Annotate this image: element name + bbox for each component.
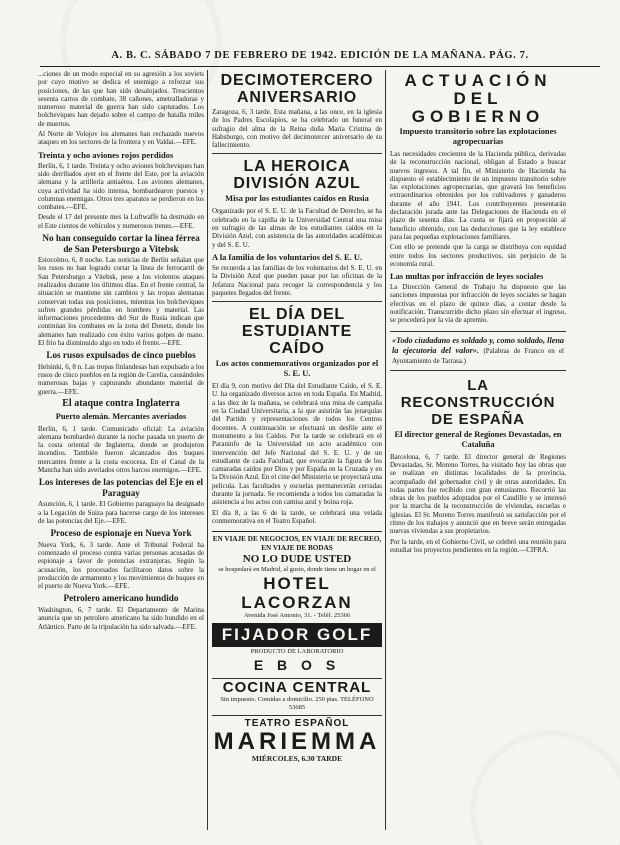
headline: Treinta y ocho aviones rojos perdidos	[38, 149, 174, 160]
column-2	[212, 70, 382, 830]
article-text: Las necesidades crecientes de la Hacienda pública, derivadas de la reconstrucción nacional, obligan al Estado a buscar nuevos ingresos. A tal fin, el Ministerio de Hacienda ha dispuesto el establecimiento de un impuesto transitorio sobre las explotaciones agropecuarias, que gravará los beneficios extraordinarios obtenidos por los cultivadores y ganaderos durante el año 1941. Los contribuyentes presentarán declaración jurada ante las Delegaciones de Hacienda en el plazo de sesenta días. La cuota se fijará en proporción al beneficio obtenido, con las deducciones que la ley establece para las pequeñas explotaciones familiares.	[390, 150, 566, 241]
ad-hotel-address: Avenida José Antonio, 31. - Teléf. 25366	[243, 612, 351, 620]
franco-quote	[390, 331, 566, 371]
ad-cocina-sub: Sin impuesto. Comidas a domicilio. 250 ptas. TELÉFONO 53685	[220, 696, 374, 712]
top-rule	[40, 66, 600, 67]
headline: A la familia de los voluntarios del S. E. U.	[212, 251, 363, 262]
subheadline: Los actos conmemorativos organizados por el S. E. U.	[215, 359, 379, 379]
column-rule	[207, 70, 208, 830]
headline: No han conseguido cortar la línea férrea de San Petersburgo a Vitebsk	[42, 233, 200, 254]
headline: Los intereses de las potencias del Eje en el Paraguay	[38, 477, 204, 498]
article-text: Berlín, 6, 1 tarde. Comunicado oficial: La aviación alemana bombardeó durante la noche pasada un puerto de la costa oriental de Inglaterra, donde se produjeron incendios. También fueron alcanzados dos buques mercantes frente a la costa escocesa. En el Canal de la Mancha han sido averiados otros barcos enemigos.—EFE.	[38, 424, 204, 474]
article-text: Berlín, 6, 1 tarde. Treinta y ocho aviones bolcheviques han sido derribados ayer en el frente del Este, por la aviación alemana y la artillería antiaérea. Los aviones alemanes, cuya actividad ha sido intensa, bombardearon puestos y columnas enemigas. Otros tres aparatos se perdieron en los combates.—EFE.	[38, 161, 204, 212]
article-text: Al Norte de Volojov los alemanes han rechazado nuevos ataques en los sectores de la frontera y en Valdai.—EFE.	[38, 130, 204, 147]
column-rule	[385, 70, 386, 830]
article-text: El día 9, con motivo del Día del Estudiante Caído, el S. E. U. ha organizado diversos actos en toda España. En Madrid, a las diez de la mañana, se celebrará una misa de campaña en la Ciudad Universitaria, a la que asistirán las jerarquías del Partido y representaciones de todos los Centros docentes. A continuación se efectuará un desfile ante el monumento a los Caídos. Por la tarde se celebrará en el Paraninfo de la Universidad un acto académico con intervención del Jefe Nacional del S. E. U. y de un estudiante de cada Facultad, que evocarán la figura de los camaradas caídos por Dios y por España en la Cruzada y en la División Azul. En el cine del Ministerio se proyectará una película. Las facultades y escuelas permanecerán cerradas durante la jornada. Se recomienda a todos los camaradas la asistencia a los actos con camisa azul y boina roja.	[212, 382, 382, 507]
ad-cocina-central: COCINA CENTRAL	[212, 678, 382, 696]
article-text: Desde el 17 del presente mes la Luftwaffe ha destruido en el Este cientos de vehículos y numerosos trenes.—EFE.	[38, 213, 204, 230]
headline-large: LA HEROICA DIVISIÓN AZUL	[233, 158, 361, 193]
article-text: Washington, 6, 7 tarde. El Departamento de Marina anuncia que un petrolero americano ha sido hundido en el Atlántico. Parte de la tripulación ha sido salvada.—EFE.	[38, 605, 204, 631]
quote-attribution: (Palabras de Franco en el Ayuntamiento de Tarrasa.)	[392, 346, 565, 365]
article-text: Nueva York, 6, 3 tarde. Ante el Tribunal Federal ha comenzado el proceso contra varias personas acusadas de espionaje a favor de potencias extranjeras. Según la acusación, los procesados facilitaron datos sobre la producción de armamento y los movimientos de buques en el puerto de Nueva York.—EFE.	[38, 540, 204, 591]
headline-large: DECIMOTERCERO ANIVERSARIO	[220, 72, 374, 106]
article-text: Barcelona, 6, 7 tarde. El director general de Regiones Devastadas, Sr. Moreno Torres, ha visitado hoy las obras que se realizan en distintas localidades de la provincia, acompañado del gobernador civil y de otras autoridades. En todas partes fue recibido con gran entusiasmo. Recorrió las obras de los pueblos adoptados por el Caudillo y se interesó por la marcha de la reconstrucción de viviendas, escuelas e iglesias. El Sr. Moreno Torres manifestó su satisfacción por el ritmo de los trabajos y anunció que en breve serán entregadas nuevas viviendas a sus propietarios.	[390, 452, 566, 536]
article-text: Asunción, 6, 1 tarde. El Gobierno paraguayo ha designado a la Legación de Suiza para hacerse cargo de los intereses de las potencias del Eje.—EFE.	[38, 500, 204, 525]
article-text: Helsinki, 6, 8 n. Las tropas finlandesas han expulsado a los rusos de cinco pueblos en la región de Carelia, causándoles numerosas bajas y capturando abundante material de guerra.—EFE.	[38, 362, 204, 396]
headline: El ataque contra Inglaterra	[62, 398, 180, 409]
article-text: La Dirección General de Trabajo ha dispuesto que las sanciones impuestas por infracción de leyes sociales se hagan efectivas en el plazo de quince días, a contar desde la notificación. Transcurrido dicho plazo sin efectuar el ingreso, se procederá por la vía de apremio.	[390, 283, 566, 325]
ad-mariemma-date: MIÉRCOLES, 6.30 TARDE	[251, 754, 343, 764]
article-text: Por la tarde, en el Gobierno Civil, se celebró una reunión para estudiar los proyectos pendientes en la región.—CIFRA.	[390, 537, 566, 554]
article-text: Organizado por el S. E. U. de la Facultad de Derecho, se ha celebrado en la capilla de la Universidad Central una misa en sufragio de las almas de los estudiantes caídos en la División Azul, con asistencia de las autoridades académicas y del S. E. U.	[212, 207, 382, 249]
column-3	[390, 70, 566, 830]
headline-large: EL DÍA DEL ESTUDIANTE CAÍDO	[241, 306, 353, 358]
subheadline: Puerto alemán. Mercantes averiados	[55, 411, 187, 421]
article-text: Zaragoza, 6, 3 tarde. Esta mañana, a las once, en la iglesia de los Padres Escolapios, se ha celebrado un funeral en sufragio del alma de la Reina doña María Cristina de Habsburgo, con motivo del decimotercer aniversario de su fallecimiento.	[212, 108, 382, 150]
subheadline: El director general de Regiones Devastadas, en Cataluña	[394, 429, 562, 449]
subheadline: Impuesto transitorio sobre las explotaciones agropecuarias	[399, 127, 557, 146]
advertisements	[212, 531, 382, 763]
ad-hotel-slogan: NO LO DUDE USTED	[242, 553, 352, 566]
ad-ebos: E B O S	[253, 657, 341, 674]
article-text: El día 8, a las 6 de la tarde, se celebrará una velada conmemorativa en el Teatro Español.	[212, 508, 382, 525]
ad-hotel-text: se hospedará en Madrid, al gusto, donde tiene un hogar en el	[218, 566, 376, 574]
headline-large: ACTUACIÓN DEL GOBIERNO	[404, 71, 552, 126]
ad-mariemma: MARIEMMA	[213, 728, 381, 756]
ad-hotel-name: HOTEL LACORZAN	[241, 574, 353, 613]
headline: Proceso de espionaje en Nueva York	[50, 528, 192, 539]
headline-large: LA RECONSTRUCCIÓN DE ESPAÑA	[400, 376, 556, 428]
section-rule	[212, 153, 382, 154]
article-text: Se recuerda a las familias de los voluntarios del S. E. U. en la División Azul que pueden pasar por las oficinas de la Jefatura Nacional para recoger la correspondencia y los paquetes llegados del frente.	[212, 263, 382, 297]
column-1	[38, 70, 204, 830]
headline: Los rusos expulsados de cinco pueblos	[46, 350, 196, 361]
subheadline: Misa por los estudiantes caídos en Rusia	[225, 194, 369, 204]
section-rule	[212, 301, 382, 302]
quote-text: «Todo ciudadano es soldado y, como soldado, llena la ejecutoria del valor».	[392, 335, 564, 355]
headline: Las multas por infracción de leyes sociales	[390, 271, 544, 282]
headline: Petrolero americano hundido	[63, 593, 179, 604]
ad-fijador-sub: PRODUCTO DE LABORATORIO	[250, 648, 344, 656]
article-text: Estocolmo, 6, 8 noche. Las noticias de Berlín señalan que los rusos no han logrado cortar la línea de ferrocarril de San Petersburgo a Vitebsk, pese a los violentos ataques realizados durante los últimos días. En el frente central, la situación se mantiene sin cambios y las tropas alemanas conservan todas sus posiciones, mientras los bolcheviques sufren grandes pérdidas en hombres y material. Las informaciones procedentes del Sur de Rusia indican que continúan los combates en la zona del Donetz, donde los alemanes han realizado con éxito varios golpes de mano. El frío ha disminuido algo en todo el frente.—EFE.	[38, 256, 204, 348]
ad-teatro-espanol: TEATRO ESPAÑOL	[212, 715, 382, 729]
ad-fijador-golf: FIJADOR GOLF	[212, 623, 382, 647]
masthead: A. B. C. SÁBADO 7 DE FEBRERO DE 1942. EDICIÓN DE LA MAÑANA. PÁG. 7.	[111, 50, 529, 61]
ad-hotel-tagline: EN VIAJE DE NEGOCIOS, EN VIAJE DE RECREO, EN VIAJE DE BODAS	[212, 535, 382, 553]
article-text: ...ciones de un modo especial en su agresión a los soviets por cuyo motivo se dedica el enemigo a reforzar sus posiciones, de las que han sido desalojados. Trescientos sesenta carros de combate, 38 cañones, ametralladoras y numeroso material de guerra han sido capturados. Los bolcheviques han dejado sobre el campo de batalla miles de muertos.	[38, 70, 204, 128]
article-text: Con ello se pretende que la carga se distribuya con equidad entre todos los sectores productivos, sin perjuicio de la economía rural.	[390, 243, 566, 268]
